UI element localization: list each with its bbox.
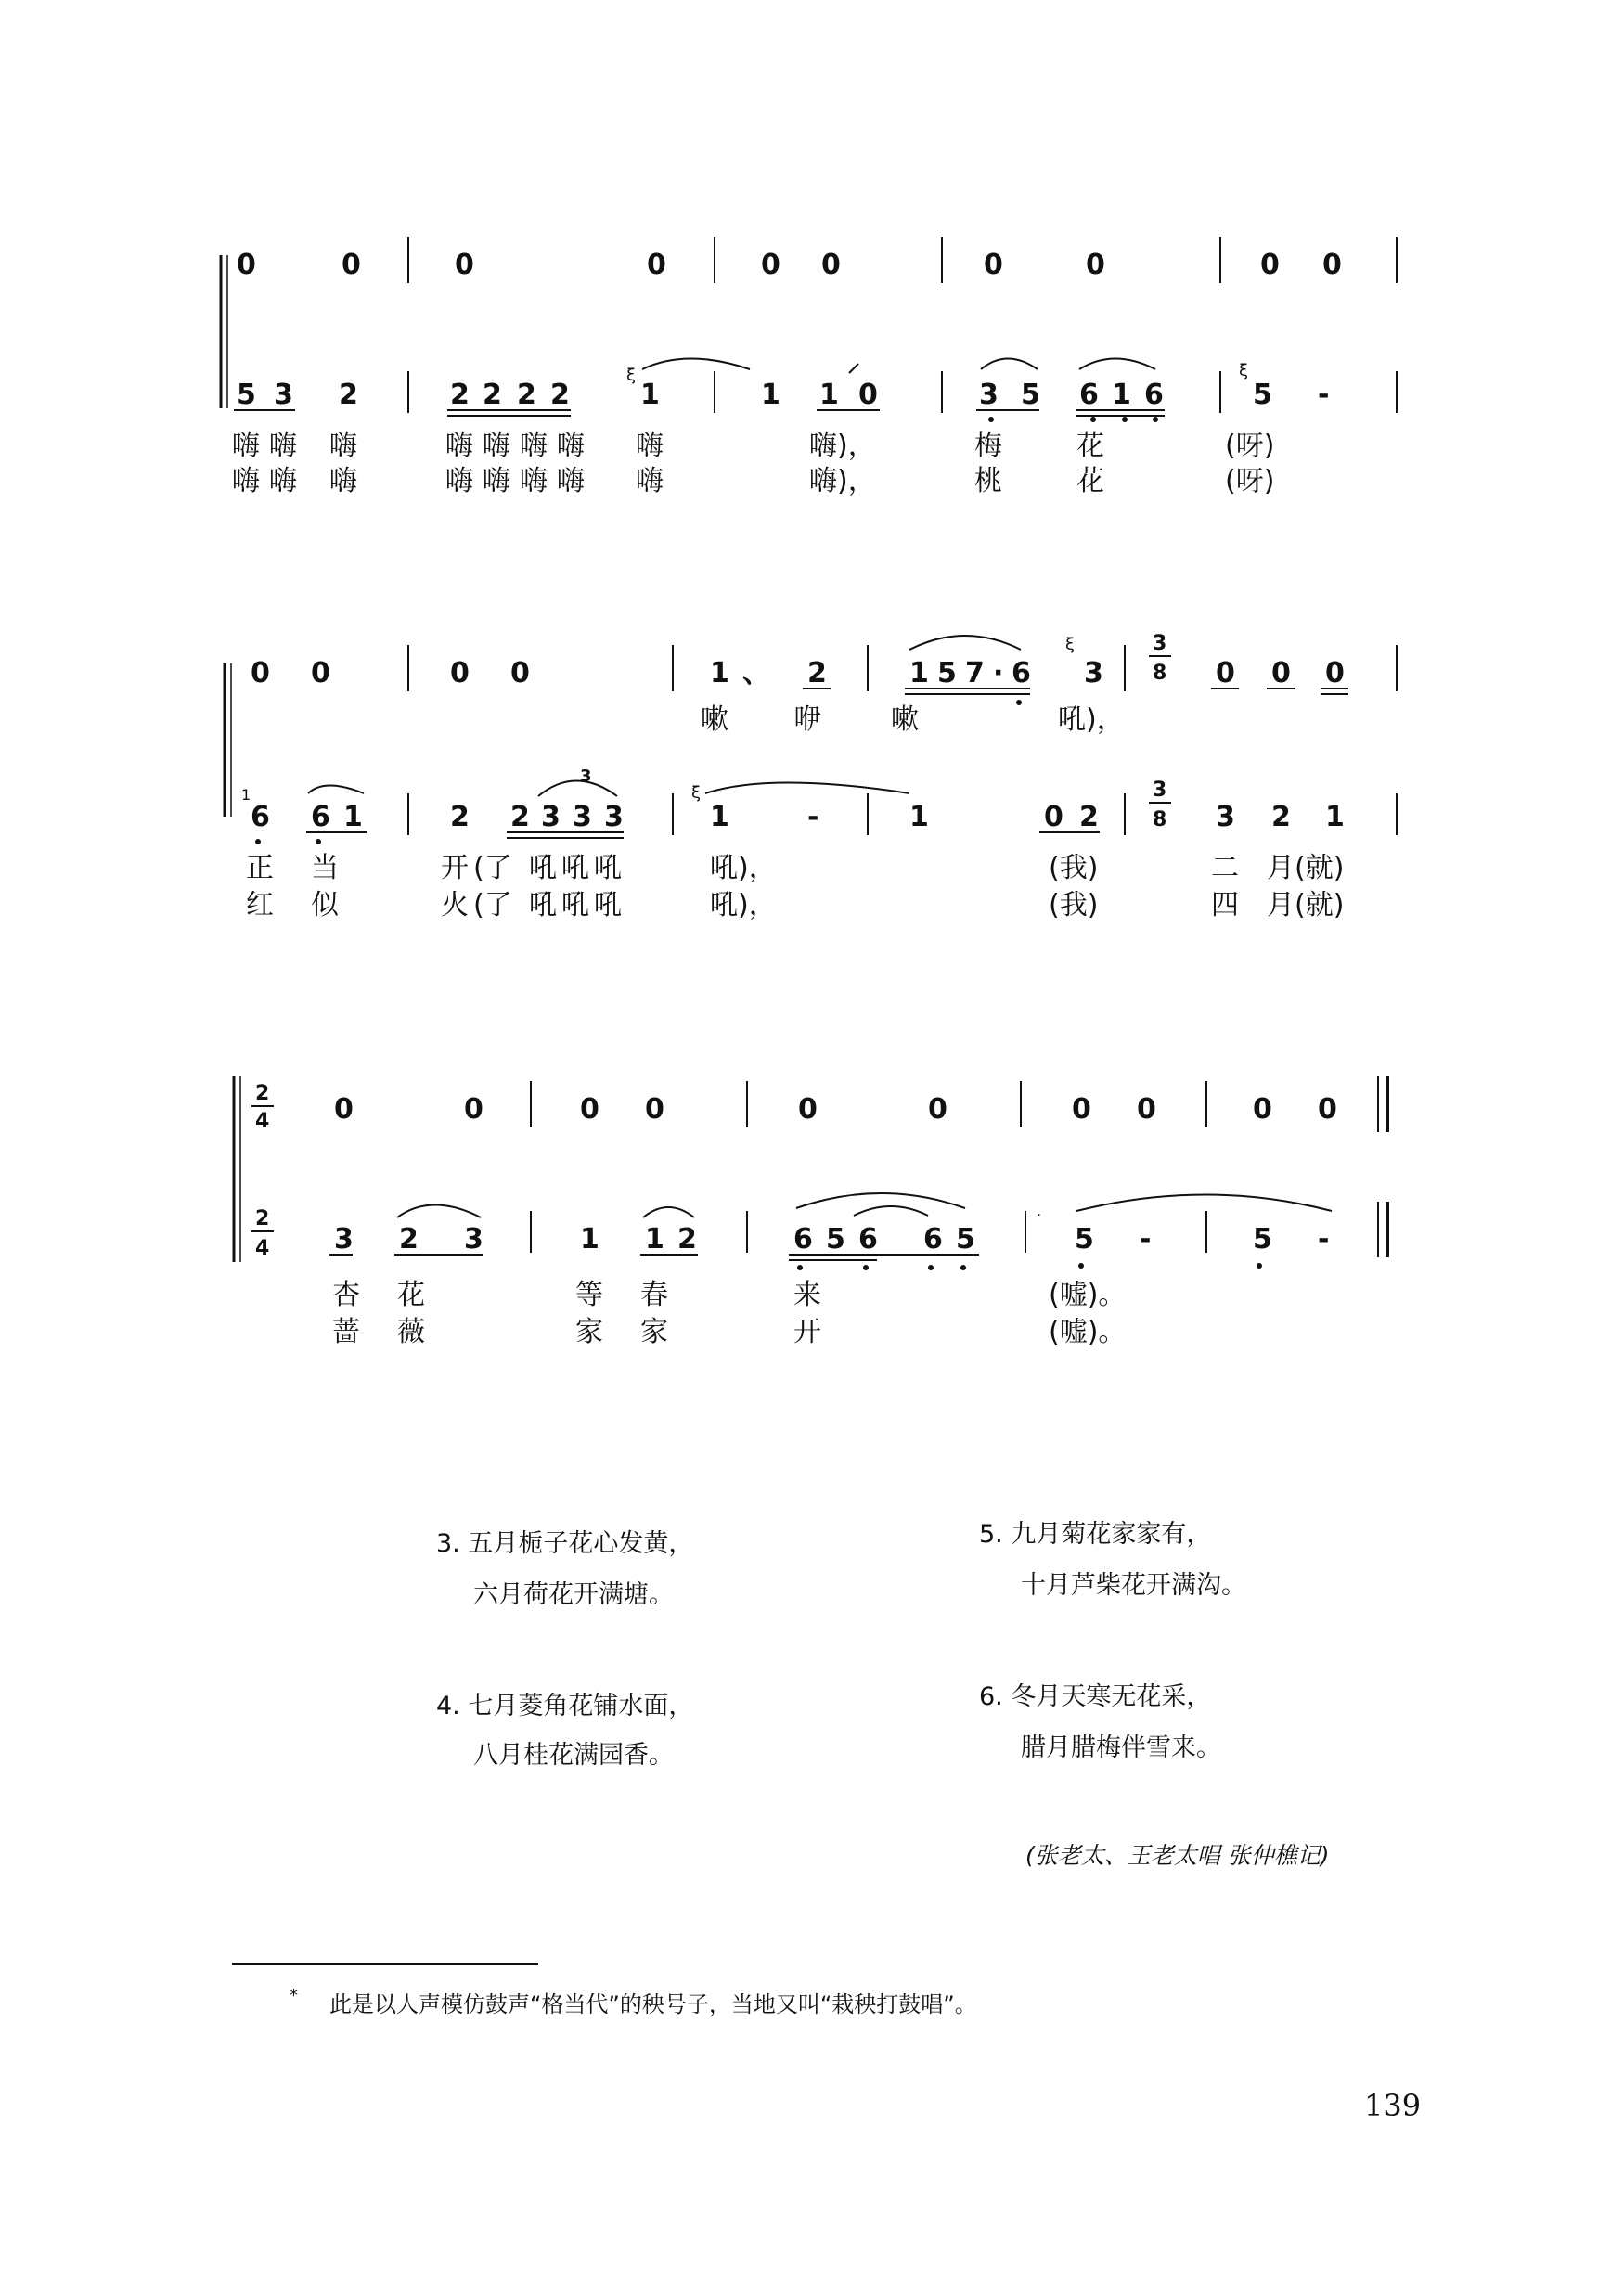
time-signature-denominator: 8 — [1153, 662, 1167, 685]
note: 0 — [251, 657, 270, 689]
svg-text:嗨: 嗨 — [269, 430, 297, 462]
verse-3-line-2: 六月荷花开满塘。 — [473, 1580, 674, 1609]
triplet-mark: 3 — [580, 766, 592, 786]
svg-text:吼: 吼 — [594, 852, 622, 884]
performer-credit: (张老太、王老太唱 张仲樵记) — [1025, 1842, 1330, 1869]
note: 5 — [1253, 1223, 1272, 1256]
svg-text:嗨: 嗨 — [232, 430, 260, 462]
note: 0 — [1318, 1093, 1337, 1126]
svg-text:薇: 薇 — [397, 1316, 425, 1348]
svg-text:吼)，: 吼)， — [1058, 703, 1125, 736]
note: 2 — [339, 379, 358, 411]
note: 1 — [909, 801, 929, 833]
time-signature-numerator: 2 — [255, 1082, 270, 1105]
note: 3 — [604, 801, 624, 833]
lyrics-line-1 — [246, 852, 1344, 884]
svg-text:月: 月 — [1267, 852, 1295, 884]
verse-5-line-2: 十月芦柴花开满沟。 — [1021, 1571, 1246, 1600]
time-signature-denominator: 8 — [1153, 808, 1167, 831]
svg-text:嗨)，: 嗨)， — [809, 430, 876, 462]
note: 2 — [399, 1223, 419, 1256]
note: - — [1318, 379, 1330, 411]
note: - — [1140, 1223, 1152, 1256]
svg-text:(了: (了 — [473, 889, 512, 921]
svg-text:花: 花 — [1076, 430, 1104, 462]
note: 、 — [742, 657, 770, 689]
note: 5 — [1021, 379, 1040, 411]
note: 0 — [645, 1093, 664, 1126]
lyrics-line-2 — [246, 889, 1344, 921]
note: 6 — [311, 801, 330, 833]
svg-text:嗨: 嗨 — [232, 465, 260, 497]
note: 0 — [1260, 249, 1280, 281]
note: 0 — [1325, 657, 1345, 689]
note: 2 — [510, 801, 530, 833]
note: 0 — [1253, 1093, 1272, 1126]
svg-text:家: 家 — [575, 1316, 603, 1348]
footnote-mark: * — [290, 1986, 298, 2005]
note: 0 — [1137, 1093, 1156, 1126]
note: 6 — [793, 1223, 813, 1256]
lyrics-line-2 — [232, 465, 1274, 497]
svg-text:似: 似 — [311, 889, 339, 921]
note: 0 — [1322, 249, 1342, 281]
svg-text:嗨: 嗨 — [483, 465, 510, 497]
svg-text:嗨: 嗨 — [329, 465, 357, 497]
lyrics-line-2 — [332, 1316, 1126, 1348]
svg-text:正: 正 — [246, 852, 274, 884]
time-signature-numerator: 2 — [255, 1207, 270, 1230]
note: · — [993, 657, 1004, 689]
svg-text:杏: 杏 — [332, 1279, 360, 1311]
verse-4-line-2: 八月桂花满园香。 — [473, 1741, 674, 1770]
note: 0 — [647, 249, 666, 281]
svg-text:吼: 吼 — [594, 889, 622, 921]
svg-text:吼)，: 吼)， — [710, 889, 777, 921]
note: 0 — [798, 1093, 818, 1126]
note: 3 — [464, 1223, 483, 1256]
system-2 — [225, 632, 1397, 921]
verse-6-line-2: 腊月腊梅伴雪来。 — [1021, 1733, 1221, 1762]
svg-text:咿: 咿 — [793, 703, 821, 736]
svg-text:嗨)，: 嗨)， — [809, 465, 876, 497]
note: 0 — [1044, 801, 1063, 833]
note: 0 — [580, 1093, 599, 1126]
note: 0 — [334, 1093, 354, 1126]
note: 0 — [510, 657, 530, 689]
verse-3 — [436, 1531, 693, 1556]
svg-text:二: 二 — [1211, 852, 1239, 884]
svg-text:嗽: 嗽 — [701, 703, 728, 736]
svg-text:吼: 吼 — [529, 889, 557, 921]
svg-text:花: 花 — [1076, 465, 1104, 497]
grace-mark: ξ — [1065, 635, 1076, 654]
note: 0 — [237, 249, 256, 281]
svg-text:(呀): (呀) — [1225, 430, 1275, 462]
svg-text:嗨: 嗨 — [636, 430, 664, 462]
note: 1 — [640, 379, 660, 411]
note: 0 — [858, 379, 878, 411]
verse-line: 冬月天寒无花采， — [1011, 1682, 1212, 1711]
svg-text:四: 四 — [1211, 889, 1239, 921]
note: 0 — [1271, 657, 1291, 689]
note: 5 — [956, 1223, 975, 1256]
note: 6 — [251, 801, 270, 833]
note: 1 — [710, 657, 729, 689]
svg-text:开: 开 — [793, 1316, 821, 1348]
note: 2 — [1271, 801, 1291, 833]
note: 0 — [1086, 249, 1105, 281]
note: 2 — [517, 379, 536, 411]
verse-line: 五月栀子花心发黄， — [468, 1529, 694, 1558]
verse-6 — [979, 1684, 1211, 1709]
note: 3 — [1084, 657, 1103, 689]
grace-mark: ξ — [626, 366, 637, 385]
svg-text:家: 家 — [640, 1316, 668, 1348]
svg-text:开: 开 — [441, 852, 469, 884]
svg-text:花: 花 — [397, 1279, 425, 1311]
svg-text:等: 等 — [575, 1279, 603, 1311]
verse-number: 5. — [979, 1520, 1003, 1549]
note: 3 — [274, 379, 293, 411]
note: 3 — [1216, 801, 1235, 833]
svg-text:嗨: 嗨 — [445, 430, 473, 462]
note: 0 — [984, 249, 1003, 281]
note: 6 — [858, 1223, 878, 1256]
note: 0 — [1216, 657, 1235, 689]
svg-text:嗨: 嗨 — [557, 430, 585, 462]
time-signature-numerator: 3 — [1153, 779, 1167, 802]
note: 6 — [923, 1223, 943, 1256]
svg-text:(呀): (呀) — [1225, 465, 1275, 497]
note: 5 — [826, 1223, 845, 1256]
svg-text:梅: 梅 — [974, 430, 1002, 462]
note: 0 — [455, 249, 474, 281]
note: 3 — [979, 379, 999, 411]
note: 0 — [311, 657, 330, 689]
svg-text:(我): (我) — [1049, 889, 1099, 921]
note: - — [1318, 1223, 1330, 1256]
svg-text:火: 火 — [441, 889, 469, 921]
grace-mark: ξ — [1239, 361, 1249, 380]
note: 0 — [928, 1093, 947, 1126]
time-signature-numerator: 3 — [1153, 632, 1167, 655]
note: 2 — [450, 379, 470, 411]
svg-text:月: 月 — [1267, 889, 1295, 921]
system-1 — [221, 237, 1397, 497]
note: 6 — [1079, 379, 1099, 411]
svg-text:红: 红 — [246, 889, 274, 921]
svg-text:嗨: 嗨 — [520, 430, 548, 462]
note: 6 — [1012, 657, 1031, 689]
note: 0 — [821, 249, 841, 281]
footnote-rule — [232, 1963, 538, 1965]
note: 2 — [483, 379, 502, 411]
note: 1 — [1112, 379, 1131, 411]
note: 1 — [909, 657, 929, 689]
verse-4 — [436, 1694, 693, 1719]
time-signature-denominator: 4 — [255, 1237, 270, 1260]
note: 1 — [819, 379, 839, 411]
verse-5 — [979, 1522, 1211, 1547]
grace-mark: ξ — [691, 783, 702, 803]
svg-text:春: 春 — [640, 1279, 668, 1311]
svg-text:嗽: 嗽 — [891, 703, 919, 736]
verse-number: 3. — [436, 1529, 460, 1558]
note: 0 — [464, 1093, 483, 1126]
top-lyrics — [701, 703, 1125, 736]
note: 1 — [761, 379, 780, 411]
svg-text:吼: 吼 — [561, 889, 589, 921]
svg-text:嗨: 嗨 — [520, 465, 548, 497]
lyrics-line-1 — [232, 430, 1274, 462]
verse-number: 4. — [436, 1692, 460, 1720]
note: 2 — [1079, 801, 1099, 833]
note: 1 — [580, 1223, 599, 1256]
note: 5 — [937, 657, 957, 689]
note: 5 — [1253, 379, 1272, 411]
system-3 — [234, 1076, 1387, 1348]
note: 3 — [334, 1223, 354, 1256]
svg-text:吼)，: 吼)， — [710, 852, 777, 884]
svg-text:嗨: 嗨 — [557, 465, 585, 497]
svg-text:蔷: 蔷 — [332, 1316, 360, 1348]
note: 1 — [1325, 801, 1345, 833]
note: 0 — [450, 657, 470, 689]
grace-mark: ˙ — [1035, 1212, 1043, 1231]
note: 0 — [761, 249, 780, 281]
svg-text:吼: 吼 — [561, 852, 589, 884]
time-signature-denominator: 4 — [255, 1110, 270, 1133]
note: 5 — [1075, 1223, 1094, 1256]
note: 2 — [550, 379, 570, 411]
note: 2 — [450, 801, 470, 833]
note: 1 — [343, 801, 363, 833]
verse-number: 6. — [979, 1682, 1003, 1711]
note: 5 — [237, 379, 256, 411]
note: 3 — [541, 801, 561, 833]
svg-text:(就): (就) — [1295, 889, 1345, 921]
note: 1 — [710, 801, 729, 833]
note: 1 — [645, 1223, 664, 1256]
svg-text:嗨: 嗨 — [329, 430, 357, 462]
note: 0 — [342, 249, 361, 281]
grace-note: 1 — [241, 786, 251, 804]
lyrics-line-1 — [332, 1279, 1126, 1311]
note: - — [807, 801, 819, 833]
svg-text:嗨: 嗨 — [483, 430, 510, 462]
note: 0 — [1072, 1093, 1091, 1126]
svg-text:当: 当 — [311, 852, 339, 884]
svg-text:(嘘)。: (嘘)。 — [1049, 1316, 1127, 1348]
svg-text:吼: 吼 — [529, 852, 557, 884]
page-number: 139 — [1364, 2088, 1422, 2123]
note: 2 — [677, 1223, 697, 1256]
svg-text:(我): (我) — [1049, 852, 1099, 884]
verse-line: 七月菱角花铺水面， — [468, 1692, 694, 1720]
svg-text:嗨: 嗨 — [445, 465, 473, 497]
note: 7 — [965, 657, 985, 689]
note: 6 — [1144, 379, 1164, 411]
svg-text:来: 来 — [793, 1279, 821, 1311]
svg-text:(嘘)。: (嘘)。 — [1049, 1279, 1127, 1311]
verse-line: 九月菊花家家有， — [1011, 1520, 1212, 1549]
svg-text:嗨: 嗨 — [269, 465, 297, 497]
svg-text:桃: 桃 — [974, 465, 1002, 497]
footnote: 此是以人声模仿鼓声“格当代”的秧号子，当地又叫“栽秧打鼓唱”。 — [329, 1991, 977, 2017]
svg-text:(了: (了 — [473, 852, 512, 884]
svg-text:嗨: 嗨 — [636, 465, 664, 497]
note: 3 — [573, 801, 592, 833]
svg-text:(就): (就) — [1295, 852, 1345, 884]
note: 2 — [807, 657, 827, 689]
